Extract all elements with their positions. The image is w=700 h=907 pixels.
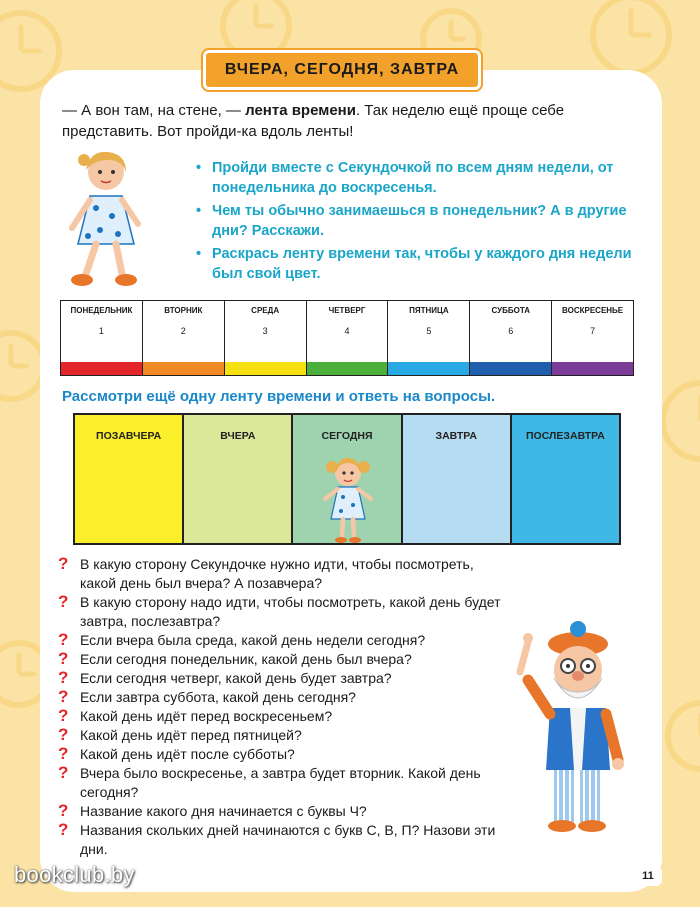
intro-text-end: . Так неделю ещё проще себе представить. Вот пройди-ка вдоль ленты!	[62, 102, 565, 140]
strip-cell	[403, 415, 512, 543]
question-item	[58, 669, 510, 688]
week-day-color-bar	[388, 362, 469, 375]
strip-cell-label: ЗАВТРА	[435, 430, 477, 442]
question-item	[58, 745, 510, 764]
strip-cell-label: ПОЗАВЧЕРА	[96, 430, 162, 442]
question-mark-icon: ?	[58, 706, 69, 725]
week-day-number: 7	[590, 326, 596, 336]
week-day-cell[interactable]	[143, 301, 225, 375]
week-day-color-bar	[225, 362, 306, 375]
week-day-cell[interactable]	[307, 301, 389, 375]
question-mark-icon: ?	[58, 554, 69, 573]
clock-bg-icon	[590, 0, 672, 76]
week-day-name: СРЕДА	[251, 306, 280, 315]
question-mark-icon: ?	[58, 649, 69, 668]
week-day-number: 2	[180, 326, 186, 336]
question-text: Если завтра суббота, какой день сегодня?	[80, 689, 356, 705]
week-day-cell[interactable]	[552, 301, 633, 375]
strip-cell	[184, 415, 293, 543]
question-text: Какой день идёт после субботы?	[80, 746, 295, 762]
girl-walking-illustration	[56, 146, 152, 290]
question-item	[58, 555, 510, 593]
section-subheading: Рассмотри ещё одну ленту времени и ответь на вопросы.	[62, 388, 496, 405]
question-text: Если сегодня понедельник, какой день был вчера?	[80, 651, 412, 667]
question-mark-icon: ?	[58, 820, 69, 839]
week-day-name: ЧЕТВЕРГ	[328, 306, 366, 315]
question-item	[58, 593, 510, 631]
question-mark-icon: ?	[58, 668, 69, 687]
task-list	[196, 158, 636, 287]
question-mark-icon: ?	[58, 744, 69, 763]
week-day-cell[interactable]	[225, 301, 307, 375]
task-item: • Чем ты обычно занимаешься в понедельник? А в другие дни? Расскажи.	[196, 201, 636, 241]
question-item	[58, 688, 510, 707]
girl-standing-illustration	[319, 453, 377, 543]
question-text: В какую сторону надо идти, чтобы посмотреть, какой день будет завтра, послезавтра?	[80, 594, 501, 629]
week-day-color-bar	[61, 362, 142, 375]
intro-highlight: лента времени	[245, 102, 356, 119]
professor-illustration	[514, 620, 634, 835]
strip-cell	[75, 415, 184, 543]
day-relation-strip	[73, 413, 621, 545]
week-day-color-bar	[470, 362, 551, 375]
week-day-color-bar	[143, 362, 224, 375]
question-mark-icon: ?	[58, 725, 69, 744]
week-day-name: ПОНЕДЕЛЬНИК	[70, 306, 133, 315]
question-mark-icon: ?	[58, 687, 69, 706]
week-day-number: 3	[262, 326, 268, 336]
week-day-name: ПЯТНИЦА	[409, 306, 449, 315]
week-day-number: 4	[344, 326, 350, 336]
question-text: Какой день идёт перед пятницей?	[80, 727, 302, 743]
week-day-color-bar	[552, 362, 633, 375]
question-text: Если вчера была среда, какой день недели сегодня?	[80, 632, 426, 648]
question-item	[58, 802, 510, 821]
site-watermark: bookclub.by	[14, 862, 135, 887]
question-item	[58, 821, 510, 859]
question-mark-icon: ?	[58, 801, 69, 820]
intro-paragraph	[62, 100, 634, 142]
question-mark-icon: ?	[58, 592, 69, 611]
week-day-number: 6	[508, 326, 514, 336]
week-day-number: 5	[426, 326, 432, 336]
week-day-name: ВОСКРЕСЕНЬЕ	[562, 306, 624, 315]
strip-cell-label: ПОСЛЕЗАВТРА	[526, 430, 605, 442]
question-item	[58, 707, 510, 726]
question-text: Вчера было воскресенье, а завтра будет вторник. Какой день сегодня?	[80, 765, 481, 800]
task-item: • Пройди вместе с Секундочкой по всем дням недели, от понедельника до воскресенья.	[196, 158, 636, 198]
question-item	[58, 650, 510, 669]
question-mark-icon: ?	[58, 763, 69, 782]
question-text: Если сегодня четверг, какой день будет завтра?	[80, 670, 392, 686]
intro-text-start: — А вон там, на стене, —	[62, 102, 241, 119]
week-day-name: ВТОРНИК	[164, 306, 203, 315]
question-item	[58, 726, 510, 745]
question-item	[58, 764, 510, 802]
week-time-ribbon	[60, 300, 634, 376]
page-number: 11	[634, 866, 662, 886]
question-item	[58, 631, 510, 650]
week-day-number: 1	[98, 326, 104, 336]
question-list	[58, 555, 510, 859]
week-day-cell[interactable]	[470, 301, 552, 375]
strip-cell-label: СЕГОДНЯ	[321, 430, 373, 442]
clock-bg-icon	[660, 380, 700, 462]
question-mark-icon: ?	[58, 630, 69, 649]
week-day-name: СУББОТА	[491, 306, 530, 315]
task-item: • Раскрась ленту времени так, чтобы у каждого дня недели был свой цвет.	[196, 244, 636, 284]
strip-cell	[293, 415, 402, 543]
strip-cell	[512, 415, 619, 543]
question-text: Название какого дня начинается с буквы Ч?	[80, 803, 367, 819]
page-title: ВЧЕРА, СЕГОДНЯ, ЗАВТРА	[203, 50, 481, 90]
question-text: В какую сторону Секундочке нужно идти, чтобы посмотреть, какой день был вчера? А позавчера?	[80, 556, 474, 591]
question-text: Какой день идёт перед воскресеньем?	[80, 708, 333, 724]
question-text: Названия скольких дней начинаются с букв С, В, П? Назови эти дни.	[80, 822, 496, 857]
strip-cell-label: ВЧЕРА	[220, 430, 256, 442]
week-day-cell[interactable]	[388, 301, 470, 375]
week-day-color-bar	[307, 362, 388, 375]
week-day-cell[interactable]	[61, 301, 143, 375]
clock-bg-icon	[665, 700, 700, 772]
